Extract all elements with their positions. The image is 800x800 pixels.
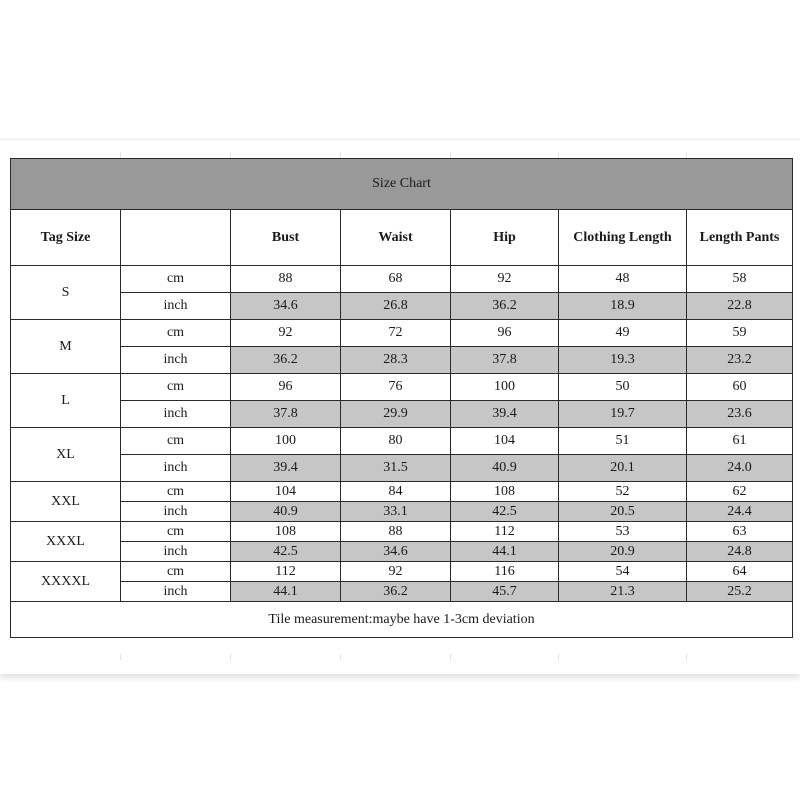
header-length-pants: Length Pants bbox=[687, 210, 793, 266]
bust-value: 88 bbox=[231, 266, 341, 293]
waist-value: 36.2 bbox=[341, 582, 451, 602]
header-hip: Hip bbox=[451, 210, 559, 266]
unit-label: inch bbox=[121, 347, 231, 374]
hip-value: 39.4 bbox=[451, 401, 559, 428]
clothing-length-value: 48 bbox=[559, 266, 687, 293]
waist-value: 84 bbox=[341, 482, 451, 502]
table-row bbox=[11, 502, 793, 522]
header-waist: Waist bbox=[341, 210, 451, 266]
hip-value: 42.5 bbox=[451, 502, 559, 522]
grid-tick bbox=[558, 654, 559, 660]
length-pants-value: 23.6 bbox=[687, 401, 793, 428]
bust-value: 96 bbox=[231, 374, 341, 401]
clothing-length-value: 50 bbox=[559, 374, 687, 401]
hip-value: 108 bbox=[451, 482, 559, 502]
waist-value: 76 bbox=[341, 374, 451, 401]
clothing-length-value: 51 bbox=[559, 428, 687, 455]
table-row bbox=[11, 401, 793, 428]
waist-value: 28.3 bbox=[341, 347, 451, 374]
bust-value: 34.6 bbox=[231, 293, 341, 320]
bust-value: 37.8 bbox=[231, 401, 341, 428]
waist-value: 88 bbox=[341, 522, 451, 542]
length-pants-value: 59 bbox=[687, 320, 793, 347]
bust-value: 40.9 bbox=[231, 502, 341, 522]
grid-tick bbox=[120, 654, 121, 660]
header-tag-size: Tag Size bbox=[11, 210, 121, 266]
unit-label: cm bbox=[121, 374, 231, 401]
unit-label: inch bbox=[121, 542, 231, 562]
length-pants-value: 22.8 bbox=[687, 293, 793, 320]
table-row bbox=[11, 562, 793, 582]
table-row bbox=[11, 542, 793, 562]
waist-value: 33.1 bbox=[341, 502, 451, 522]
title-row bbox=[11, 159, 793, 210]
clothing-length-value: 20.5 bbox=[559, 502, 687, 522]
hip-value: 40.9 bbox=[451, 455, 559, 482]
header-row bbox=[11, 210, 793, 266]
unit-label: inch bbox=[121, 293, 231, 320]
bust-value: 112 bbox=[231, 562, 341, 582]
unit-label: inch bbox=[121, 455, 231, 482]
bust-value: 100 bbox=[231, 428, 341, 455]
length-pants-value: 64 bbox=[687, 562, 793, 582]
clothing-length-value: 20.1 bbox=[559, 455, 687, 482]
header-clothing-length: Clothing Length bbox=[559, 210, 687, 266]
length-pants-value: 24.0 bbox=[687, 455, 793, 482]
table-row bbox=[11, 582, 793, 602]
clothing-length-value: 20.9 bbox=[559, 542, 687, 562]
clothing-length-value: 54 bbox=[559, 562, 687, 582]
grid-tick bbox=[230, 654, 231, 660]
table-row bbox=[11, 522, 793, 542]
clothing-length-value: 18.9 bbox=[559, 293, 687, 320]
hip-value: 100 bbox=[451, 374, 559, 401]
hip-value: 37.8 bbox=[451, 347, 559, 374]
clothing-length-value: 19.3 bbox=[559, 347, 687, 374]
unit-label: cm bbox=[121, 320, 231, 347]
waist-value: 34.6 bbox=[341, 542, 451, 562]
waist-value: 68 bbox=[341, 266, 451, 293]
unit-label: cm bbox=[121, 562, 231, 582]
table-row bbox=[11, 347, 793, 374]
header-unit bbox=[121, 210, 231, 266]
hip-value: 96 bbox=[451, 320, 559, 347]
length-pants-value: 25.2 bbox=[687, 582, 793, 602]
length-pants-value: 60 bbox=[687, 374, 793, 401]
clothing-length-value: 49 bbox=[559, 320, 687, 347]
size-label: XL bbox=[11, 428, 121, 482]
chart-title: Size Chart bbox=[11, 159, 793, 210]
length-pants-value: 61 bbox=[687, 428, 793, 455]
unit-label: inch bbox=[121, 401, 231, 428]
length-pants-value: 24.4 bbox=[687, 502, 793, 522]
hip-value: 92 bbox=[451, 266, 559, 293]
bust-value: 92 bbox=[231, 320, 341, 347]
hip-value: 112 bbox=[451, 522, 559, 542]
length-pants-value: 58 bbox=[687, 266, 793, 293]
bust-value: 44.1 bbox=[231, 582, 341, 602]
bust-value: 104 bbox=[231, 482, 341, 502]
table-row bbox=[11, 320, 793, 347]
table-row bbox=[11, 482, 793, 502]
waist-value: 72 bbox=[341, 320, 451, 347]
length-pants-value: 24.8 bbox=[687, 542, 793, 562]
waist-value: 31.5 bbox=[341, 455, 451, 482]
table-row bbox=[11, 455, 793, 482]
waist-value: 80 bbox=[341, 428, 451, 455]
size-label: XXL bbox=[11, 482, 121, 522]
bust-value: 108 bbox=[231, 522, 341, 542]
header-bust: Bust bbox=[231, 210, 341, 266]
note-row bbox=[11, 602, 793, 638]
table-row bbox=[11, 428, 793, 455]
clothing-length-value: 53 bbox=[559, 522, 687, 542]
bust-value: 36.2 bbox=[231, 347, 341, 374]
size-label: XXXL bbox=[11, 522, 121, 562]
length-pants-value: 62 bbox=[687, 482, 793, 502]
unit-label: cm bbox=[121, 428, 231, 455]
length-pants-value: 23.2 bbox=[687, 347, 793, 374]
table-row bbox=[11, 266, 793, 293]
unit-label: cm bbox=[121, 522, 231, 542]
clothing-length-value: 21.3 bbox=[559, 582, 687, 602]
grid-tick bbox=[340, 654, 341, 660]
unit-label: inch bbox=[121, 502, 231, 522]
unit-label: cm bbox=[121, 266, 231, 293]
waist-value: 26.8 bbox=[341, 293, 451, 320]
waist-value: 29.9 bbox=[341, 401, 451, 428]
size-label: XXXXL bbox=[11, 562, 121, 602]
size-label: L bbox=[11, 374, 121, 428]
hip-value: 36.2 bbox=[451, 293, 559, 320]
measurement-note: Tile measurement:maybe have 1-3cm deviation bbox=[11, 602, 793, 638]
clothing-length-value: 19.7 bbox=[559, 401, 687, 428]
unit-label: inch bbox=[121, 582, 231, 602]
hip-value: 45.7 bbox=[451, 582, 559, 602]
hip-value: 44.1 bbox=[451, 542, 559, 562]
size-chart-table bbox=[10, 158, 793, 638]
table-row bbox=[11, 293, 793, 320]
waist-value: 92 bbox=[341, 562, 451, 582]
bust-value: 42.5 bbox=[231, 542, 341, 562]
clothing-length-value: 52 bbox=[559, 482, 687, 502]
size-label: M bbox=[11, 320, 121, 374]
unit-label: cm bbox=[121, 482, 231, 502]
grid-tick bbox=[450, 654, 451, 660]
hip-value: 104 bbox=[451, 428, 559, 455]
table-row bbox=[11, 374, 793, 401]
bust-value: 39.4 bbox=[231, 455, 341, 482]
grid-tick bbox=[686, 654, 687, 660]
length-pants-value: 63 bbox=[687, 522, 793, 542]
size-label: S bbox=[11, 266, 121, 320]
hip-value: 116 bbox=[451, 562, 559, 582]
